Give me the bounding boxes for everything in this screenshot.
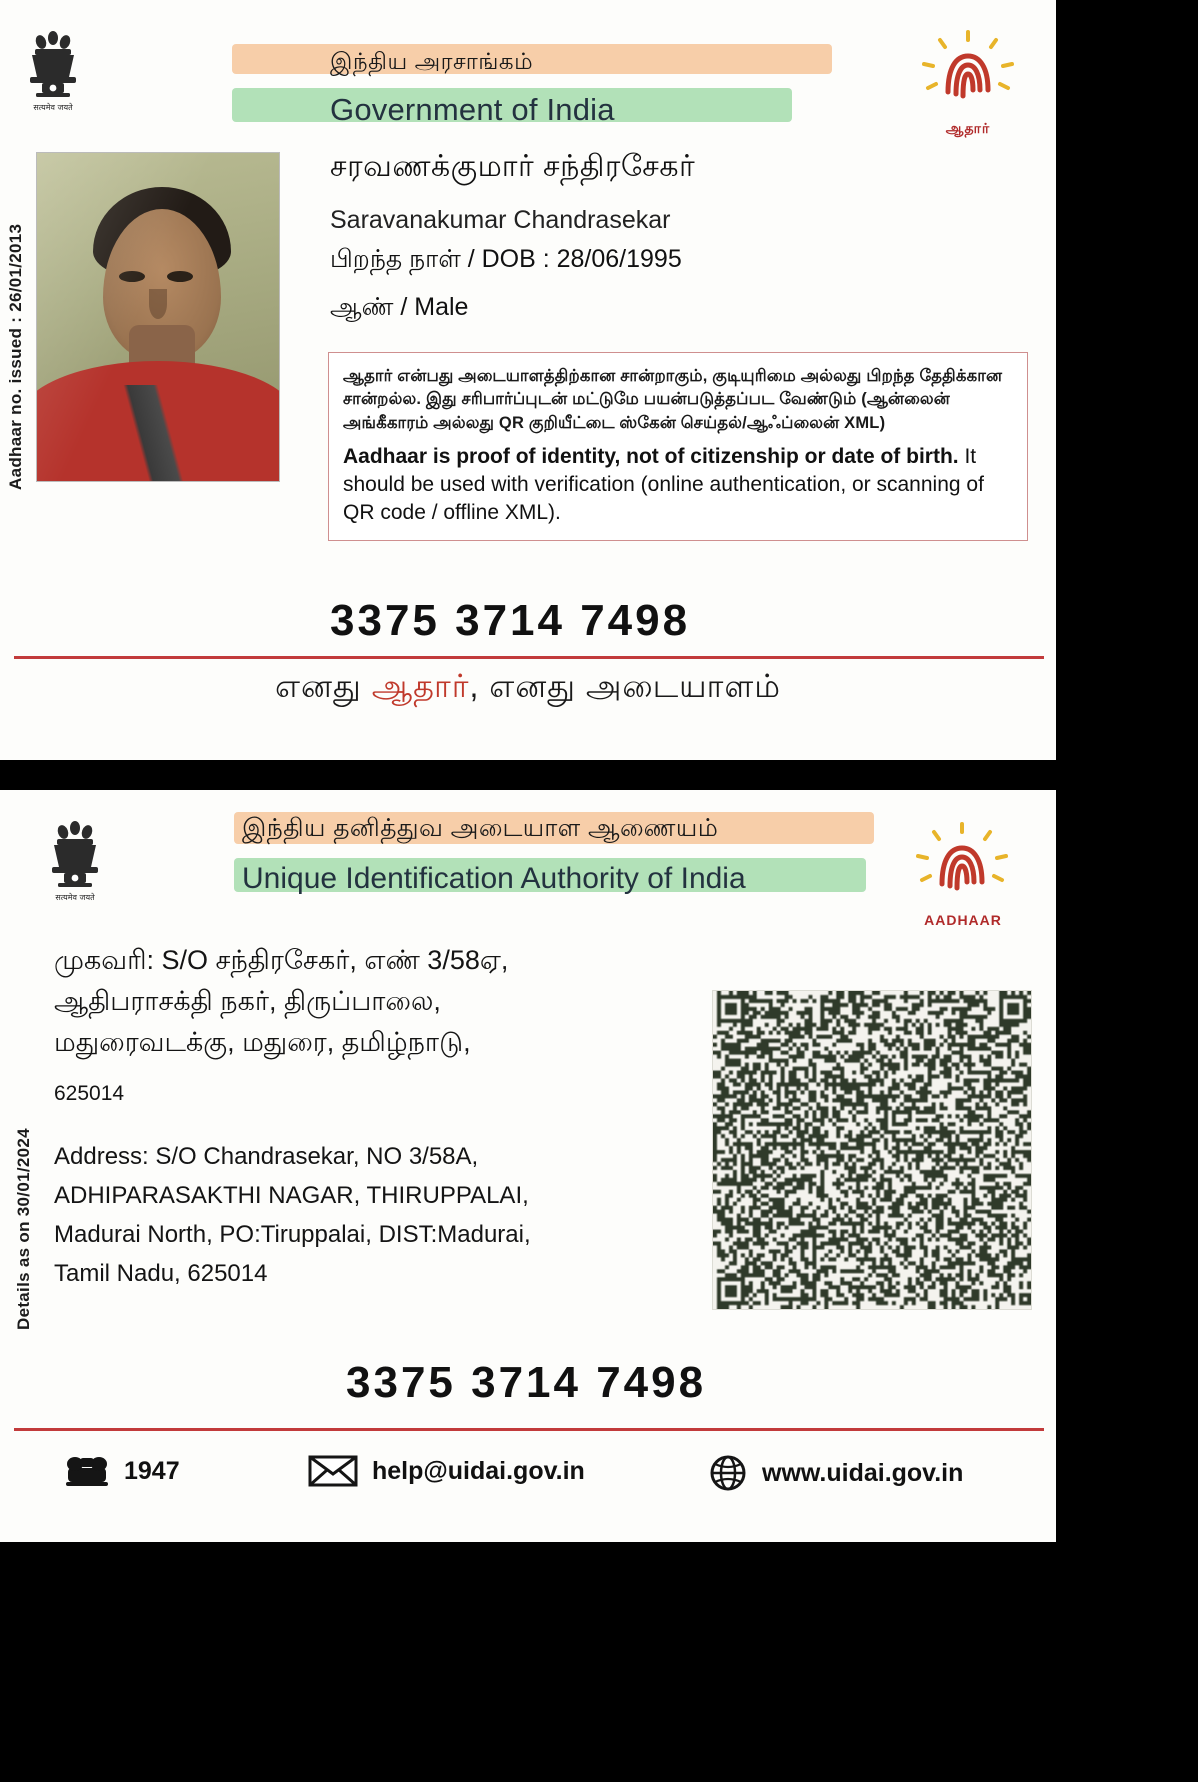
address-english-line-2: ADHIPARASAKTHI NAGAR, THIRUPPALAI,	[54, 1181, 529, 1209]
front-slogan	[0, 668, 1056, 709]
contact-phone-label: 1947	[124, 1456, 180, 1485]
scan-gap	[0, 760, 1056, 790]
india-state-emblem-icon-back	[44, 812, 106, 908]
contact-email-label: help@uidai.gov.in	[372, 1456, 585, 1485]
svg-text:सत्यमेव जयते: सत्यमेव जयते	[55, 893, 95, 902]
front-header-tamil: இந்திய அரசாங்கம்	[330, 48, 534, 74]
gender: ஆண் / Male	[330, 293, 469, 321]
address-tamil-line-3: மதுரைவடக்கு, மதுரை, தமிழ்நாடு,	[54, 1027, 471, 1058]
contact-email[interactable]	[308, 1454, 585, 1488]
aadhaar-front-card	[0, 0, 1056, 760]
slogan-highlight: ஆதார்	[371, 668, 470, 704]
slogan-part1: எனது	[275, 668, 372, 704]
portrait-photo	[36, 152, 280, 482]
holder-name-tamil: சரவணக்குமார் சந்திரசேகர்	[330, 150, 696, 183]
footer-contacts	[0, 1448, 1056, 1508]
back-details-date-label: Details as on 30/01/2024	[14, 1128, 33, 1330]
contact-website[interactable]	[708, 1454, 963, 1492]
scan-right-margin	[1056, 0, 1198, 1782]
scan-bottom-margin	[0, 1542, 1198, 1782]
address-tamil-line-2: ஆதிபராசக்தி நகர், திருப்பாலை,	[54, 986, 441, 1017]
address-english-line-3: Madurai North, PO:Tiruppalai, DIST:Madurai,	[54, 1220, 531, 1248]
uid-number-front: 3375 3714 7498	[330, 596, 691, 645]
address-english	[54, 1138, 694, 1294]
contact-phone[interactable]	[64, 1454, 180, 1488]
front-divider-rule	[14, 656, 1044, 659]
holder-name-english: Saravanakumar Chandrasekar	[330, 206, 671, 234]
slogan-part2: , எனது அடையாளம்	[469, 668, 781, 704]
address-english-line-1: Address: S/O Chandrasekar, NO 3/58A,	[54, 1143, 479, 1170]
svg-text:सत्यमेव जयते: सत्यमेव जयते	[33, 103, 73, 112]
disclaimer-box	[328, 352, 1028, 541]
address-tamil	[54, 940, 694, 1063]
back-header-english: Unique Identification Authority of India	[242, 862, 746, 895]
contact-website-label: www.uidai.gov.in	[762, 1458, 964, 1487]
disclaimer-english-bold: Aadhaar is proof of identity, not of citizenship or date of birth.	[343, 445, 959, 469]
front-issue-date-label: Aadhaar no. issued : 26/01/2013	[6, 223, 25, 490]
disclaimer-tamil: ஆதார் என்பது அடையாளத்திற்கான சான்றாகும், குடியுரிமை அல்லது பிறந்த தேதிக்கான சான்றல்ல. இது சரிபார்ப்புடன் மட்டுமே பயன்படுத்தப்பட வேண்டும் (ஆன்லைன் அங்கீகாரம் அல்லது QR குறியீட்டை ஸ்கேன் செய்தல்/ஆஃப்லைன் XML)	[343, 367, 1003, 432]
india-state-emblem-icon	[22, 22, 84, 118]
date-of-birth: பிறந்த நாள் / DOB : 28/06/1995	[330, 245, 682, 273]
disclaimer-english	[343, 443, 1013, 526]
aadhaar-logo-word-tamil: ஆதார்	[945, 120, 991, 136]
globe-icon	[708, 1454, 748, 1492]
address-tamil-pincode: 625014	[54, 1082, 125, 1105]
aadhaar-fingerprint-sun-icon	[912, 26, 1024, 122]
envelope-icon	[308, 1454, 358, 1488]
back-divider-rule	[14, 1428, 1044, 1431]
uid-number-back: 3375 3714 7498	[346, 1358, 707, 1407]
address-english-line-4: Tamil Nadu, 625014	[54, 1259, 268, 1287]
aadhaar-logo-word-english: AADHAAR	[924, 912, 1002, 928]
back-header-tamil: இந்திய தனித்துவ அடையாள ஆணையம்	[242, 814, 719, 842]
front-header-english: Government of India	[330, 92, 615, 127]
disclaimer-english-rest: It should be used with verification (online authentication, or scanning of QR code / offline XML).	[343, 445, 984, 524]
aadhaar-fingerprint-sun-icon-back	[906, 818, 1018, 914]
address-tamil-line-1: முகவரி: S/O சந்திரசேகர், எண் 3/58ஏ,	[54, 945, 509, 975]
telephone-icon	[64, 1454, 110, 1488]
qr-code	[712, 990, 1032, 1310]
